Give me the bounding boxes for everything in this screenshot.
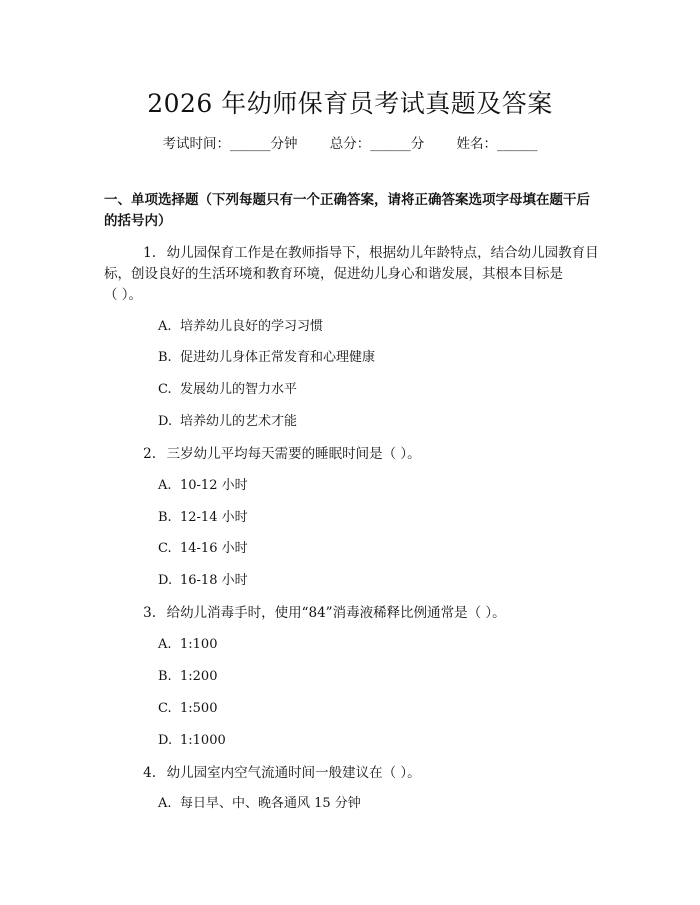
exam-score: 总分：______分 bbox=[329, 136, 425, 152]
option-d: D. 16-18 小时 bbox=[158, 573, 248, 588]
question-text-line: 幼儿园保育工作是在教师指导下，根据幼儿年龄特点，结合幼儿园教育目 bbox=[166, 245, 599, 261]
option-a: A. 10-12 小时 bbox=[158, 478, 248, 493]
question-number: 3. bbox=[143, 605, 156, 621]
question-number: 1. bbox=[143, 245, 156, 261]
question-text-line: 给幼儿消毒手时，使用“84”消毒液稀释比例通常是（ ）。 bbox=[166, 605, 506, 621]
option-d: D. 1:1000 bbox=[158, 733, 226, 748]
page-title: 2026 年幼师保育员考试真题及答案 bbox=[147, 89, 553, 118]
question-2 bbox=[104, 444, 602, 465]
exam-time: 考试时间：______分钟 bbox=[162, 136, 298, 152]
question-text-line: 幼儿园室内空气流通时间一般建议在（ ）。 bbox=[166, 765, 421, 781]
option-c: C. 14-16 小时 bbox=[158, 541, 248, 556]
option-b: B. 1:200 bbox=[158, 669, 218, 684]
question-4 bbox=[104, 763, 602, 784]
student-name: 姓名：______ bbox=[456, 136, 538, 152]
option-c: C. 发展幼儿的智力水平 bbox=[158, 382, 298, 397]
question-1 bbox=[104, 243, 602, 306]
option-c: C. 1:500 bbox=[158, 701, 218, 716]
question-number: 2. bbox=[143, 446, 156, 462]
option-b: B. 12-14 小时 bbox=[158, 510, 248, 525]
section-heading: 一、单项选择题（下列每题只有一个正确答案，请将正确答案选项字母填在题干后的括号内） bbox=[104, 192, 590, 229]
option-a: A. 培养幼儿良好的学习习惯 bbox=[158, 319, 324, 334]
question-3 bbox=[104, 603, 602, 624]
question-text-line: 三岁幼儿平均每天需要的睡眠时间是（ ）。 bbox=[166, 446, 421, 462]
option-a: A. 每日早、中、晚各通风 15 分钟 bbox=[158, 796, 361, 811]
question-text-line: 标，创设良好的生活环境和教育环境，促进幼儿身心和谐发展，其根本目标是 bbox=[104, 266, 563, 282]
option-a: A. 1:100 bbox=[158, 637, 218, 652]
question-text-line: （ ）。 bbox=[104, 287, 143, 303]
option-b: B. 促进幼儿身体正常发育和心理健康 bbox=[158, 350, 376, 365]
option-d: D. 培养幼儿的艺术才能 bbox=[158, 414, 298, 429]
exam-info bbox=[0, 132, 700, 152]
question-number: 4. bbox=[143, 765, 156, 781]
